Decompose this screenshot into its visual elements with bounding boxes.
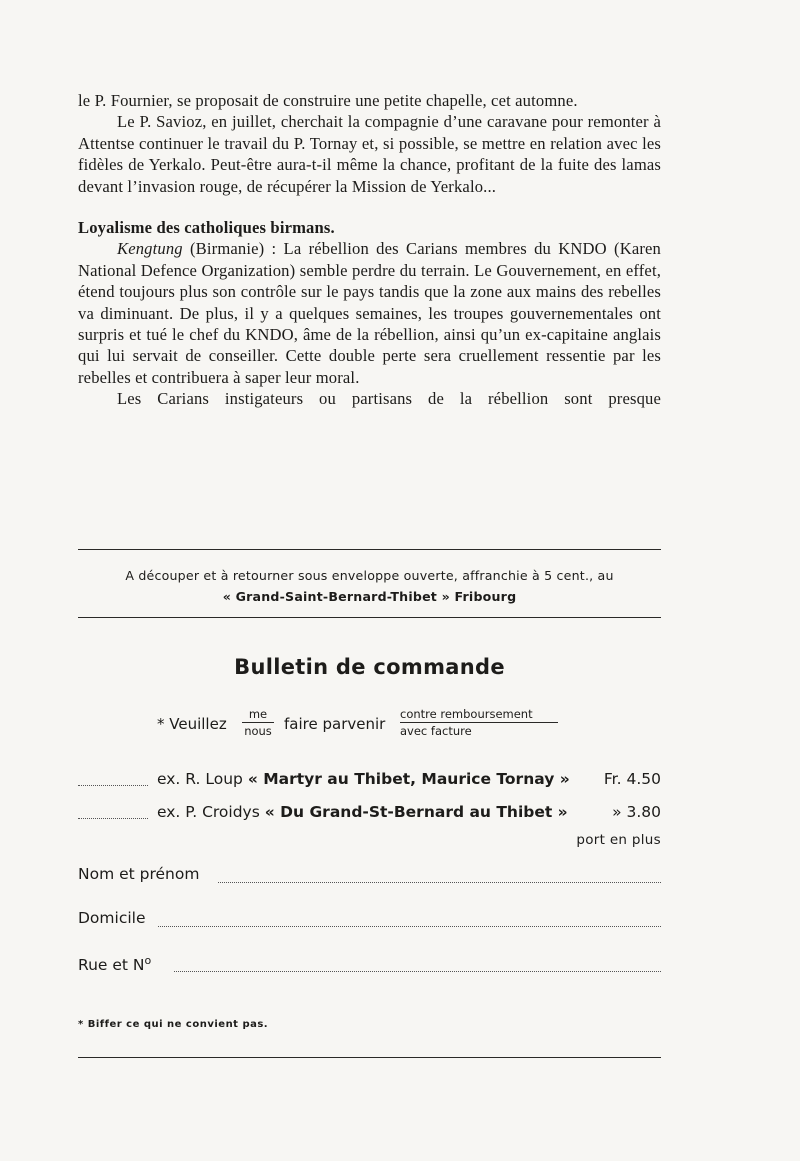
domicile-label: Domicile [78, 909, 146, 927]
me-nous-choice[interactable]: me nous [242, 707, 274, 738]
article-text [78, 90, 661, 410]
domicile-blank[interactable] [158, 926, 661, 927]
order-price: Fr. 4.50 [603, 770, 661, 788]
name-field[interactable] [78, 865, 661, 889]
paragraph-1: le P. Fournier, se proposait de construire une petite chapelle, cet automne. [78, 91, 578, 110]
order-item-text: ex. R. Loup « Martyr au Thibet, Maurice Tornay » [157, 770, 570, 788]
payment-choice[interactable]: contre remboursement avec facture [400, 707, 558, 738]
name-blank[interactable] [218, 882, 661, 883]
cut-instructions-address: « Grand-Saint-Bernard-Thibet » Fribourg [222, 589, 517, 604]
place-name: Kengtung [117, 239, 183, 259]
paragraph-4: Les Carians instigateurs ou partisans de la rébellion sont presque [117, 389, 661, 409]
footnote: * Biffer ce qui ne convient pas. [78, 1019, 269, 1030]
veuillez-text: * Veuillez [157, 715, 227, 733]
domicile-field[interactable] [78, 909, 661, 933]
faire-parvenir-text: faire parvenir [284, 715, 386, 733]
shipping-note: port en plus [576, 832, 661, 848]
order-line-1[interactable] [78, 770, 661, 794]
paragraph-2: Le P. Savioz, en juillet, cherchait la compagnie d’une caravane pour remonter à Attentse continuer le travail du P. Tornay et, si possible, se mettre en relation avec les fidèles de Yerkalo. Peut-être aura-t-il même la chance, profitant de la fuite des lamas devant l’invasion rouge, de récupérer la Mission de Yerkalo... [78, 112, 661, 196]
cut-rule-top [78, 549, 661, 550]
street-label: Rue et $N^o$ [78, 954, 152, 974]
paragraph-3-text: (Birmanie) : La rébellion des Carians membres du KNDO (Karen National Defence Organization) semble perdre du terrain. Le Gouvernement, en effet, étend toujours plus son contrôle sur le pays tandis que la zone aux mains des rebelles va diminuant. De plus, il y a quelques semaines, les troupes gouvernementales ont surpris et tué le chef du KNDO, âme de la rébellion, ainsi qu’un ex-capitaine anglais qui lui servait de conseiller. Cette double perte sera cruellement ressentie par les rebelles et contribuera à saper leur moral. [78, 239, 661, 387]
order-item-text: ex. P. Croidys « Du Grand-St-Bernard au Thibet » [157, 803, 568, 821]
order-line-2[interactable] [78, 803, 661, 827]
bulletin-title: Bulletin de commande [234, 655, 505, 679]
quantity-blank[interactable] [78, 785, 148, 786]
street-field[interactable] [78, 954, 661, 978]
street-blank[interactable] [174, 971, 661, 972]
name-label: Nom et prénom [78, 865, 200, 883]
cut-rule-bottom [78, 1057, 661, 1058]
quantity-blank[interactable] [78, 818, 148, 819]
cut-rule-middle [78, 617, 661, 618]
cut-instructions [78, 565, 661, 607]
cut-instructions-line1: A découper et à retourner sous enveloppe ouverte, affranchie à 5 cent., au [125, 568, 614, 583]
section-heading: Loyalisme des catholiques birmans. [78, 218, 335, 238]
paragraph-3 [78, 238, 661, 388]
order-price: » 3.80 [612, 803, 661, 821]
